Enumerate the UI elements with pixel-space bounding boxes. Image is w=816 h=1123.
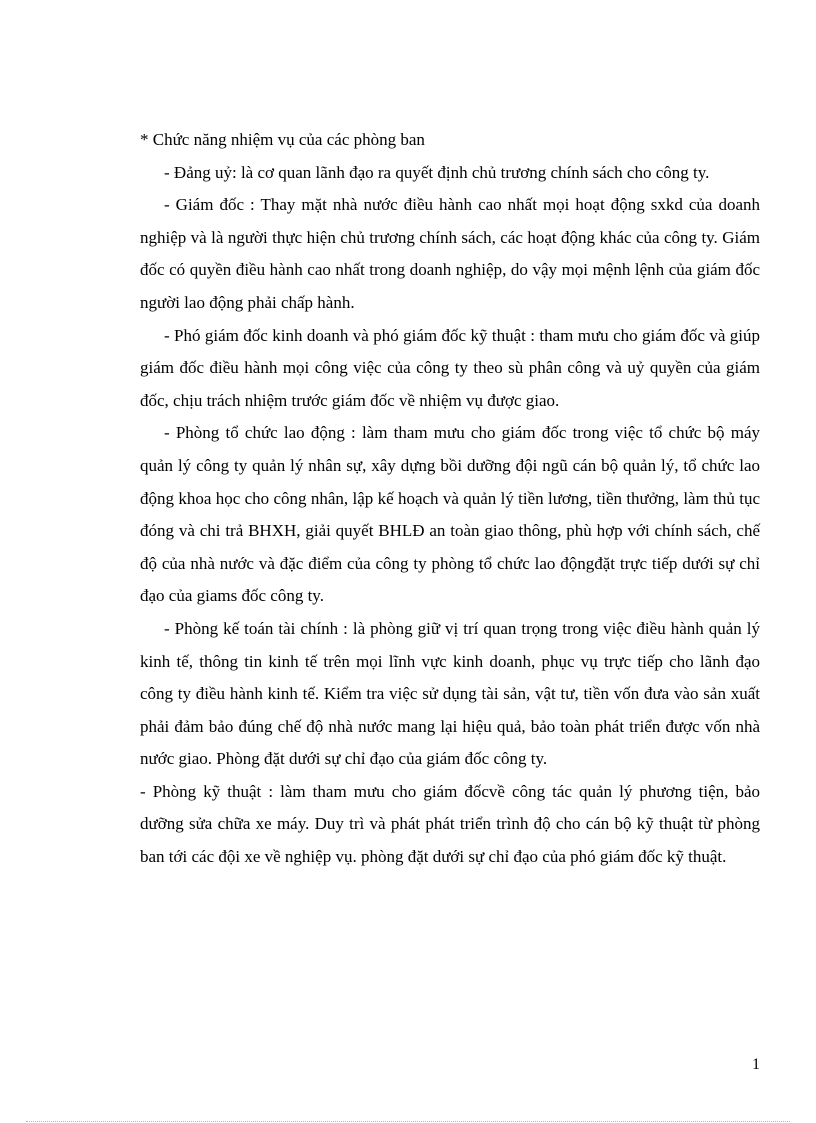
paragraph-party-committee: - Đảng uỷ: là cơ quan lãnh đạo ra quyết định chủ trương chính sách cho công ty. [164, 162, 710, 182]
document-body [140, 124, 760, 874]
paragraph-director: - Giám đốc : Thay mặt nhà nước điều hành cao nhất mọi hoạt động sxkd của doanh nghiệp và là người thực hiện chủ trương chính sách, các hoạt động khác của công ty. Giám đốc có quyền điều hành cao nhất trong doanh nghiệp, do vậy mọi mệnh lệnh của giám đốc người lao động phải chấp hành. [140, 195, 760, 312]
page-bottom-divider [26, 1121, 790, 1122]
paragraph-finance-accounting-dept: - Phòng kế toán tài chính : là phòng giữ vị trí quan trọng trong việc điều hành quản lý kinh tế, thông tin kinh tế trên mọi lĩnh vực kinh doanh, phục vụ trực tiếp cho lãnh đạo công ty điều hành kinh tế. Kiểm tra việc sử dụng tài sản, vật tư, tiền vốn đưa vào sản xuất phải đảm bảo đúng chế độ nhà nước mang lại hiệu quả, bảo toàn phát triển được vốn nhà nước giao. Phòng đặt dưới sự chỉ đạo của giám đốc công ty. [140, 618, 760, 769]
paragraph-technical-dept: - Phòng kỹ thuật : làm tham mưu cho giám đốcvề công tác quản lý phương tiện, bảo dưỡng sửa chữa xe máy. Duy trì và phát phát triển trình độ cho cán bộ kỹ thuật từ phòng ban tới các đội xe về nghiệp vụ. phòng đặt dưới sự chỉ đạo của phó giám đốc kỹ thuật. [140, 781, 760, 867]
section-heading: * Chức năng nhiệm vụ của các phòng ban [140, 130, 425, 149]
paragraph-labor-organization-dept: - Phòng tổ chức lao động : làm tham mưu cho giám đốc trong việc tổ chức bộ máy quản lý công ty quản lý nhân sự, xây dựng bồi dưỡng đội ngũ cán bộ quản lý, tổ chức lao động khoa học cho công nhân, lập kế hoạch và quản lý tiền lương, tiền thưởng, làm thủ tục đóng và chi trả BHXH, giải quyết BHLĐ an toàn giao thông, phù hợp với chính sách, chế độ của nhà nước và đặc điểm của công ty phòng tổ chức lao độngđặt trực tiếp dưới sự chỉ đạo của giams đốc công ty. [140, 423, 760, 606]
paragraph-deputy-directors: - Phó giám đốc kinh doanh và phó giám đốc kỹ thuật : tham mưu cho giám đốc và giúp giám đốc điều hành mọi công việc của công ty theo sù phân công và uỷ quyền của giám đốc, chịu trách nhiệm trước giám đốc về nhiệm vụ được giao. [140, 325, 760, 410]
page-number: 1 [752, 1056, 760, 1073]
